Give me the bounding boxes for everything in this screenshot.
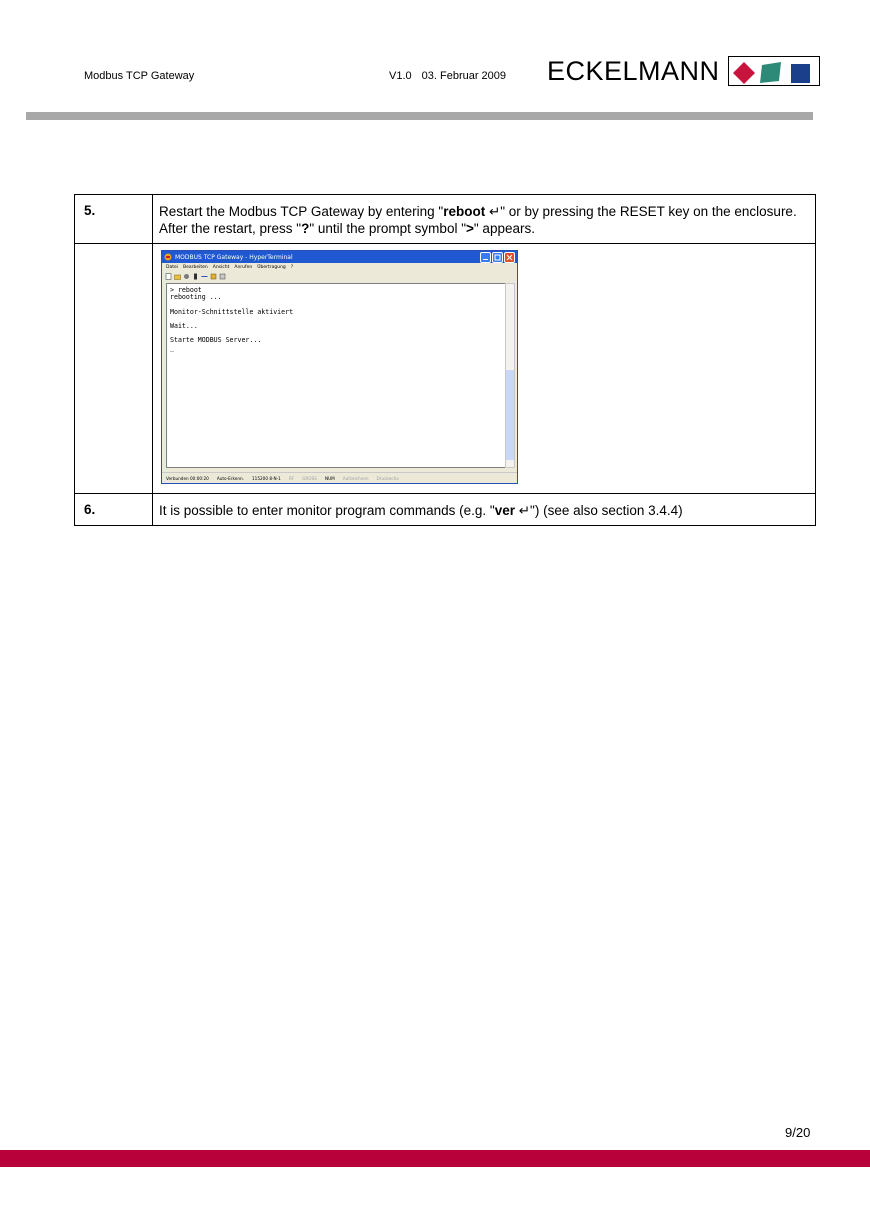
terminal-output[interactable]: [166, 283, 506, 468]
menu-help[interactable]: ?: [290, 264, 294, 270]
scrollbar-thumb[interactable]: [506, 370, 514, 460]
status-gross: GROSS: [302, 475, 317, 481]
table-row: [75, 494, 816, 526]
table-row: [75, 195, 816, 244]
vertical-scrollbar[interactable]: [505, 283, 515, 468]
logo-text: ECKELMANN: [547, 55, 720, 86]
toolbar: [162, 271, 517, 281]
properties-icon[interactable]: [219, 273, 226, 280]
menu-anrufen[interactable]: Anrufen: [234, 264, 253, 270]
screenshot-cell: [153, 244, 816, 494]
close-icon[interactable]: [504, 252, 515, 263]
step-text: It is possible to enter monitor program commands (e.g. "ver ↵") (see also section 3.4.4): [153, 494, 816, 526]
table-row: [75, 244, 816, 494]
title-bar: [162, 251, 517, 263]
menu-bar: [162, 263, 517, 271]
window-title: MODBUS TCP Gateway - HyperTerminal: [175, 253, 293, 261]
status-detect: Auto-Erkenn.: [216, 475, 245, 481]
phone-icon[interactable]: [183, 273, 190, 280]
disconnect-icon[interactable]: [192, 273, 199, 280]
footer-bar: [0, 1150, 870, 1167]
step-text: Restart the Modbus TCP Gateway by entering "reboot ↵" or by pressing the RESET key on the enclosure. After the restart, press "?" until the prompt symbol ">" appears.: [153, 195, 816, 244]
document-title: Modbus TCP Gateway: [84, 70, 195, 82]
header-divider: [26, 112, 813, 120]
receive-icon[interactable]: [210, 273, 217, 280]
new-file-icon[interactable]: [165, 273, 172, 280]
status-rf: RF: [288, 475, 295, 481]
status-connected: Verbunden 00:00:20: [166, 475, 209, 481]
status-num: NUM: [324, 475, 335, 481]
step-number: 6.: [75, 494, 153, 526]
hyperterminal-window: [161, 250, 518, 484]
menu-bearbeiten[interactable]: Bearbeiten: [183, 264, 208, 270]
open-folder-icon[interactable]: [174, 273, 181, 280]
date: 03. Februar 2009: [421, 70, 507, 82]
logo-squares-icon: [728, 56, 820, 86]
version: V1.0: [389, 70, 412, 82]
step-number-empty: [75, 244, 153, 494]
page-number: 9/20: [785, 1125, 811, 1140]
status-druckecho: Druckecho: [376, 475, 399, 481]
step-number: 5.: [75, 195, 153, 244]
send-icon[interactable]: [201, 273, 208, 280]
version-date: [389, 70, 506, 82]
eckelmann-logo: [547, 56, 820, 86]
terminal-text: > reboot rebooting ... Monitor-Schnittstelle aktiviert Wait... Starte MODBUS Server... _: [170, 286, 294, 352]
status-baud: 115200 8-N-1: [252, 475, 281, 481]
maximize-icon[interactable]: [492, 252, 503, 263]
minimize-icon[interactable]: [480, 252, 491, 263]
status-aufzeichnen: Aufzeichnen: [342, 475, 369, 481]
menu-ansicht[interactable]: Ansicht: [212, 264, 230, 270]
status-bar: [162, 472, 517, 483]
menu-datei[interactable]: Datei: [166, 264, 179, 270]
menu-uebertragung[interactable]: Übertragung: [257, 264, 286, 270]
hyperterminal-icon: [164, 253, 172, 261]
steps-table: [74, 194, 816, 526]
